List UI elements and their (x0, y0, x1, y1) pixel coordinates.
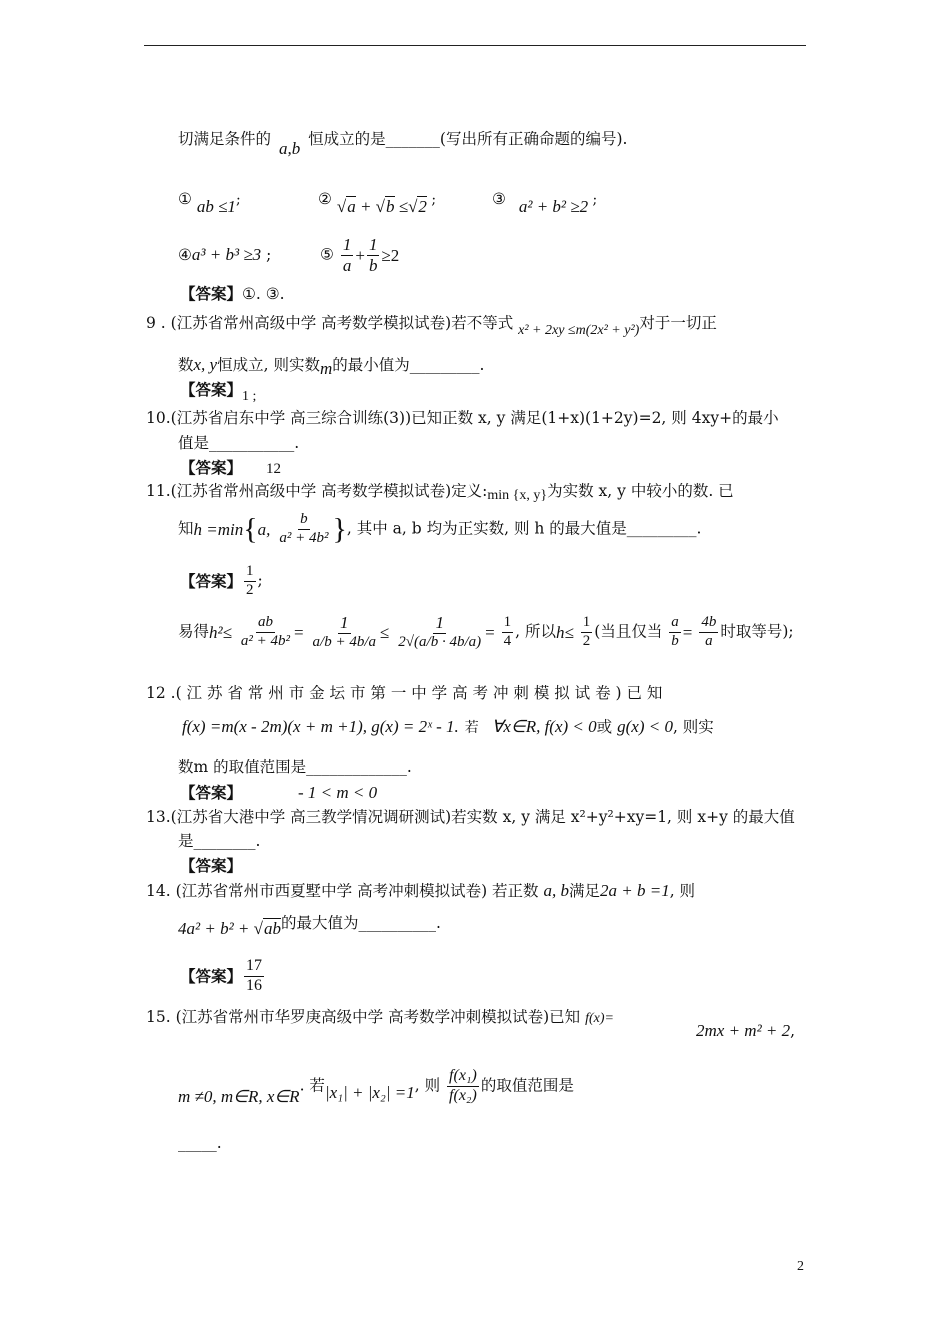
frac-num: ab (256, 615, 275, 633)
answer-value: 1 ; (242, 389, 257, 404)
frac-den: f(x₂) (449, 1086, 477, 1104)
question-number: 14. (146, 882, 171, 900)
opt2-a: a (347, 197, 356, 216)
q12-text: 若 (464, 720, 479, 736)
q15-text-mid: , 则 (414, 1076, 441, 1095)
q15-line3 (178, 1136, 222, 1152)
q12-line1 (146, 686, 662, 702)
frac-num: 1 (502, 615, 514, 633)
q10-answer (180, 460, 281, 477)
opt-mark: ① (178, 190, 192, 208)
question-number: 15. (146, 1008, 171, 1026)
q15-condition: m ≠0, m∈R, x∈R (178, 1087, 300, 1107)
q9-m: m (319, 359, 333, 378)
q10-line2 (178, 436, 299, 452)
q14-text-post: 的最大值为__________. (280, 914, 441, 932)
frac-den: 16 (246, 976, 263, 994)
q13-answer (180, 858, 242, 875)
q11-min: min {x, y} (487, 488, 548, 503)
opt1-expr: ab ≤1 (196, 197, 236, 216)
q12-text-3: 数m 的取值范围是_____________. (178, 758, 412, 776)
answer-tail: ; (257, 571, 263, 590)
q15-text-post: 的取值范围是 (480, 1076, 574, 1095)
question-number: 10. (146, 409, 171, 427)
q14-text: (江苏省常州市西夏墅中学 高考冲刺模拟试卷) 若正数 (175, 882, 539, 900)
question-number: 12 . (146, 684, 176, 702)
q12-text-post: , 则实 (672, 718, 714, 736)
q13-line1 (146, 810, 795, 826)
q14-equation: 2a + b =1 (600, 881, 670, 900)
answer-label: 【答案】 (180, 856, 243, 875)
q15-abs: |x₁| + |x₂| =1 (324, 1083, 415, 1103)
q12-condition: ∀x∈R, f(x) < 0 (491, 717, 597, 736)
q13-text: (江苏省大港中学 高三教学情况调研测试)若实数 x, y 满足 x²+y²+xy=1, 则 x+y 的最大值 (170, 808, 795, 826)
q10-line1 (146, 411, 779, 427)
q9-stem: 若不等式 (451, 314, 514, 332)
opt4-expr: a³ + b³ ≥3 (191, 245, 262, 264)
q9-line1 (146, 314, 717, 338)
exp-eq: = (294, 622, 304, 642)
q11-text-post: , 其中 a, b 均为正实数, 则 h 的最大值是_________. (346, 519, 702, 538)
answer-label: 【答案】 (180, 284, 243, 303)
question-source: (江苏省常州高级中学 高考数学模拟试卷) (170, 314, 452, 332)
q14-vars: a, b (543, 881, 569, 900)
q14-answer (180, 958, 266, 995)
q11-text-post: 为实数 x, y 中较小的数. 已 (547, 482, 734, 500)
q8-text-post: 恒成立的是_______(写出所有正确命题的编号). (308, 130, 628, 148)
q11-text: (江苏省常州高级中学 高考数学模拟试卷)定义: (170, 482, 488, 500)
q15-rhs (696, 1022, 795, 1040)
q14-line2: 4a² + b² + √ab的最大值为__________. (178, 914, 441, 938)
frac-num: 1 (244, 564, 256, 582)
answer-value: ①. ③. (242, 285, 285, 303)
q9-vars: x, y (193, 355, 218, 374)
q11-h: h =min (193, 519, 244, 539)
q10-text-2: 值是___________. (178, 434, 300, 452)
answer-label: 【答案】 (180, 458, 243, 477)
q15-line1 (146, 1010, 614, 1026)
q11-line1 (146, 482, 734, 503)
answer-value: - 1 < m < 0 (298, 783, 378, 802)
frac-num: 1 (340, 613, 349, 632)
frac-den: a/b + 4b/a (312, 633, 377, 650)
q12-or: 或 (596, 718, 613, 736)
q9-text: 数 (178, 356, 194, 374)
q14-text-post: , 则 (669, 882, 696, 900)
answer-value: 12 (266, 461, 282, 477)
q8-text: 切满足条件的 (178, 130, 272, 148)
q12-line3 (178, 760, 412, 776)
q11-text: 知 (178, 519, 194, 538)
opt3-expr: a² + b² ≥2 (518, 197, 589, 216)
opt-mark: ④ (178, 246, 192, 264)
q15-line2 (178, 1068, 574, 1105)
q9-inequality: x² + 2xy ≤m(2x² + y²) (518, 323, 640, 338)
exp-text: 时取等号); (720, 622, 794, 641)
answer-label: 【答案】 (180, 966, 243, 986)
q8-option-1: ① ab ≤1; (178, 190, 241, 216)
opt-mark: ② (318, 190, 332, 208)
q8-vars: a,b (278, 139, 301, 158)
q14-expr: 4a² + b² + (178, 919, 254, 938)
frac-num: 4b (699, 615, 718, 633)
exp-eq: = (682, 622, 693, 642)
q15-text: . 若 (299, 1076, 325, 1095)
header-rule (144, 45, 806, 46)
page-number: 2 (797, 1259, 804, 1274)
exp-text: (当且仅当 (594, 622, 663, 641)
frac-den: a (705, 632, 713, 649)
opt2-b: b (386, 197, 395, 216)
opt2-c: 2 (418, 197, 427, 216)
q14-line1 (146, 882, 695, 900)
q8-option-2: ② √a + √b ≤√2 ; (318, 190, 437, 216)
frac-den: a² + 4b² (240, 632, 291, 649)
question-number: 13. (146, 808, 171, 826)
answer-label: 【答案】 (180, 571, 243, 591)
q13-text-2: 是________. (178, 832, 261, 850)
q11-line2: 知h =min{a, $\frac{b}{\text{a² + 4b²}}$ }, 其中 a, b 均为正实数, 则 h 的最大值是_________. (178, 511, 702, 546)
frac-num: a (669, 615, 681, 633)
q12-answer (180, 784, 377, 802)
frac-num: 17 (244, 958, 264, 977)
q14-sqrt: ab (263, 919, 281, 938)
q15-f: f(x)= (585, 1011, 614, 1026)
frac-num: b (298, 512, 310, 530)
exp-le: ≤ (380, 622, 390, 642)
question-source: ( 江 苏 省 常 州 市 金 坛 市 第 一 中 学 高 考 冲 刺 模 拟 试 卷 ) 已 知 (175, 684, 663, 702)
q14-text-mid: 满足 (568, 882, 600, 900)
q8-option-5: ⑤ $\frac{1}{a}$ + $\frac{1}{b}$ ≥2 (320, 235, 400, 275)
q8-line1 (178, 130, 628, 158)
exp-h2: h²≤ (209, 622, 232, 642)
exp-h: h≤ (556, 622, 574, 642)
q15-comma: , (790, 1022, 796, 1040)
opt-mark: ③ (492, 190, 506, 208)
q10-text: (江苏省启东中学 高三综合训练(3))已知正数 x, y 满足(1+x)(1+2y)=2, 则 4xy+的最小 (170, 409, 779, 427)
q15-text: (江苏省常州市华罗庚高级中学 高考数学冲刺模拟试卷)已知 (175, 1008, 581, 1026)
q12-functions: f(x) =m(x - 2m)(x + m +1), g(x) = 2ˣ - 1. (182, 717, 459, 736)
q15-text-3: _____. (178, 1134, 222, 1152)
q8-answer (180, 286, 285, 303)
q9-line2 (178, 355, 485, 378)
q12-g: g(x) < 0 (617, 717, 673, 736)
exp-eq: = (485, 622, 495, 642)
q9-text-mid: 恒成立, 则实数 (217, 356, 320, 374)
q9-text-post: 的最小值为_________. (332, 356, 485, 374)
exp-text: , 所以 (515, 622, 556, 641)
q11-explanation (178, 614, 794, 651)
q9-stem-2: 对于一切正 (639, 314, 717, 332)
frac-num: 1 (581, 615, 593, 633)
question-number: 9 . (146, 314, 166, 332)
frac-num: f(x₁) (447, 1068, 479, 1087)
answer-label: 【答案】 (180, 380, 243, 399)
frac-den: b (671, 632, 679, 649)
opt-mark: ⑤ (320, 245, 334, 264)
frac-den: 4 (503, 632, 512, 649)
q11-answer (180, 564, 263, 599)
q11-a: a, (257, 519, 271, 539)
q12-line2 (182, 718, 714, 736)
frac-den: 2√(a/b · 4b/a) (398, 633, 482, 650)
frac-num: 1 (435, 613, 444, 632)
answer-label: 【答案】 (180, 783, 243, 802)
frac-den: 2 (582, 632, 591, 649)
q13-line2 (178, 834, 260, 850)
q8-option-4: ④a³ + b³ ≥3 ; (178, 245, 272, 264)
exp-text: 易得 (178, 622, 210, 641)
q9-answer (180, 380, 257, 404)
question-number: 11. (146, 482, 171, 500)
frac-den: a² + 4b² (279, 529, 329, 546)
frac-den: 2 (246, 581, 254, 598)
q15-rhs-expr: 2mx + m² + 2 (696, 1021, 791, 1040)
q8-option-3: ③ a² + b² ≥2 ; (492, 190, 598, 216)
